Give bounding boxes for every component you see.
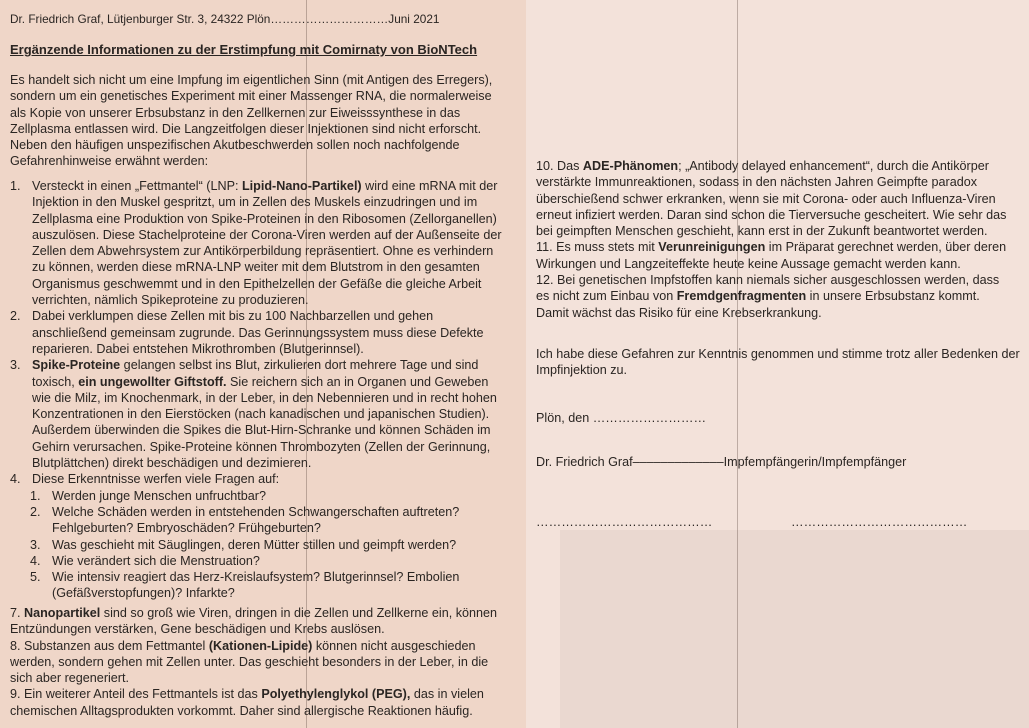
list-item: 1. Versteckt in einen „Fettmantel“ (LNP: Lipid-Nano-Partikel) wird eine mRNA mit der Injektion in den Muskel gespritzt, um in Zellen des Muskels einzudringen und im Zellplasma eine Produktion von Spike-Proteinen in den Ribosomen (Zellorganellen) auszulösen. Diese Stachelproteine der Corona-Viren werden auf der Außenseite der Zellen dem Abwehrsystem zur Antikörperbildung repräsentiert. Ohne es verhindern zu können, werden diese mRNA-LNP weiter mit dem Blutstrom in den gesamten Organismus geschwemmt und in den Epithelzellen der Gefäße die gleiche Arbeit verrichten, nämlich Spikeproteine zu produzieren. (10, 179, 502, 308)
paper-edge (560, 530, 1029, 728)
sub-question: 1. Werden junge Menschen unfruchtbar? (30, 488, 266, 503)
intro-paragraph: Es handelt sich nicht um eine Impfung im eigentlichen Sinn (mit Antigen des Erregers), sondern um ein genetisches Experiment mit einer Massenger RNA, die normalerweise als Kopie von unserer Erbsubstanz in den Zellkernen zur Eiweisssynthese in das Zellplasma entlassen wird. Die Langzeitfolgen dieser Injektionen sind nicht erforscht. Neben den häufigen unspezifischen Akutbeschwerden sollen noch nachfolgende Gefahrenhinweise erwähnt werden: (10, 73, 493, 169)
sub-question: 3. Was geschieht mit Säuglingen, deren Mütter stillen und geimpft werden? (30, 537, 457, 552)
sub-question: 4. Wie verändert sich die Menstruation? (30, 553, 260, 568)
signature-dots-left: …………………………………… (536, 515, 713, 529)
list-item: 3. Spike-Proteine gelangen selbst ins Blut, zirkulieren dort mehrere Tage und sind toxisch, ein ungewollter Giftstoff. Sie reichern sich an in Organen und Geweben wie die Milz, im Knochenmark, in der Leber, in den Nebennieren und in recht hohen Konzentrationen in den Eierstöcken (nach kanadischen und japanischen Studien). Außerdem überwinden die Spikes die Blut-Hirn-Schranke und können Schäden im Gehirn verursachen. Spike-Proteine können Thrombozyten (Zellen der Gerinnung, Blutplättchen) direkt beschädigen und dezimieren. (10, 358, 497, 471)
list-item: 10. Das ADE-Phänomen; „Antibody delayed enhancement“, durch die Antikörper verstärkte Immunreaktionen, sodass in den nächsten Jahren Geimpfte paradox überschießend schwer erkranken, wenn sie mit Corona- oder auch Influenza-Viren erneut infiziert werden. Daran sind schon die Tierversuche gescheitert. Wie sehr das bei geimpften Menschen geschieht, kann erst in der Zukunft beantwortet werden. (536, 159, 1007, 239)
list-item: 2. Dabei verklumpen diese Zellen mit bis zu 100 Nachbarzellen und gehen anschließend gemeinsam zugrunde. Das Gerinnungssystem muss diese Defekte reparieren. Dabei entstehen Mikrothromben (Blutgerinnsel). (10, 309, 484, 356)
sub-question: 2. Welche Schäden werden in entstehenden Schwangerschaften auftreten? Fehlgeburten? Embryoschäden? Frühgeburten? (30, 504, 460, 536)
sub-question: 5. Wie intensiv reagiert das Herz-Kreislaufsystem? Blutgerinnsel? Embolien (Gefäßverstopfungen)? Infarkte? (30, 570, 460, 601)
place-date-line: Plön, den ……………………… (536, 411, 707, 425)
list-item: 9. Ein weiterer Anteil des Fettmantels ist das Polyethylenglykol (PEG), das in vielen chemischen Alltagsprodukten vorkommt. Daher sind allergische Reaktionen häufig. (10, 687, 484, 718)
numbered-list (10, 178, 510, 602)
fold-line (737, 0, 738, 728)
signature-dots-right: …………………………………… (791, 515, 968, 529)
consent-statement: Ich habe diese Gefahren zur Kenntnis genommen und stimme trotz aller Bedenken der Impfinjektion zu. (536, 347, 1020, 378)
signature-line: Dr. Friedrich Graf–––––––––––––Impfempfängerin/Impfempfänger (536, 455, 907, 469)
list-item: 11. Es muss stets mit Verunreinigungen im Präparat gerechnet werden, über deren Wirkungen und Langzeiteffekte heute keine Aussage gemacht werden kann. (536, 240, 1007, 271)
fold-line (306, 0, 307, 728)
list-item: 12. Bei genetischen Impfstoffen kann niemals sicher ausgeschlossen werden, dass es nicht zum Einbau von Fremdgenfragmenten in unsere Erbsubstanz kommt. Damit wächst das Risiko für eine Krebserkrankung. (536, 273, 1000, 320)
letter-header: Dr. Friedrich Graf, Lütjenburger Str. 3, 24322 Plön…………………………Juni 2021 (10, 12, 440, 26)
list-item: 7. Nanopartikel sind so groß wie Viren, dringen in die Zellen und Zellkerne ein, können Entzündungen verstärken, Gene beschädigen und Krebs auslösen. (10, 606, 498, 637)
list-item: 8. Substanzen aus dem Fettmantel (Kationen-Lipide) können nicht ausgeschieden werden, sondern gehen mit Zellen unter. Das geschieht besonders in der Leber, in die sich aber regeneriert. (10, 638, 489, 686)
continued-list (10, 605, 510, 719)
document-title: Ergänzende Informationen zu der Erstimpfung mit Comirnaty von BioNTech (10, 42, 478, 57)
right-list (536, 158, 1016, 321)
list-item: 4. Diese Erkenntnisse werfen viele Fragen auf: (10, 472, 280, 487)
